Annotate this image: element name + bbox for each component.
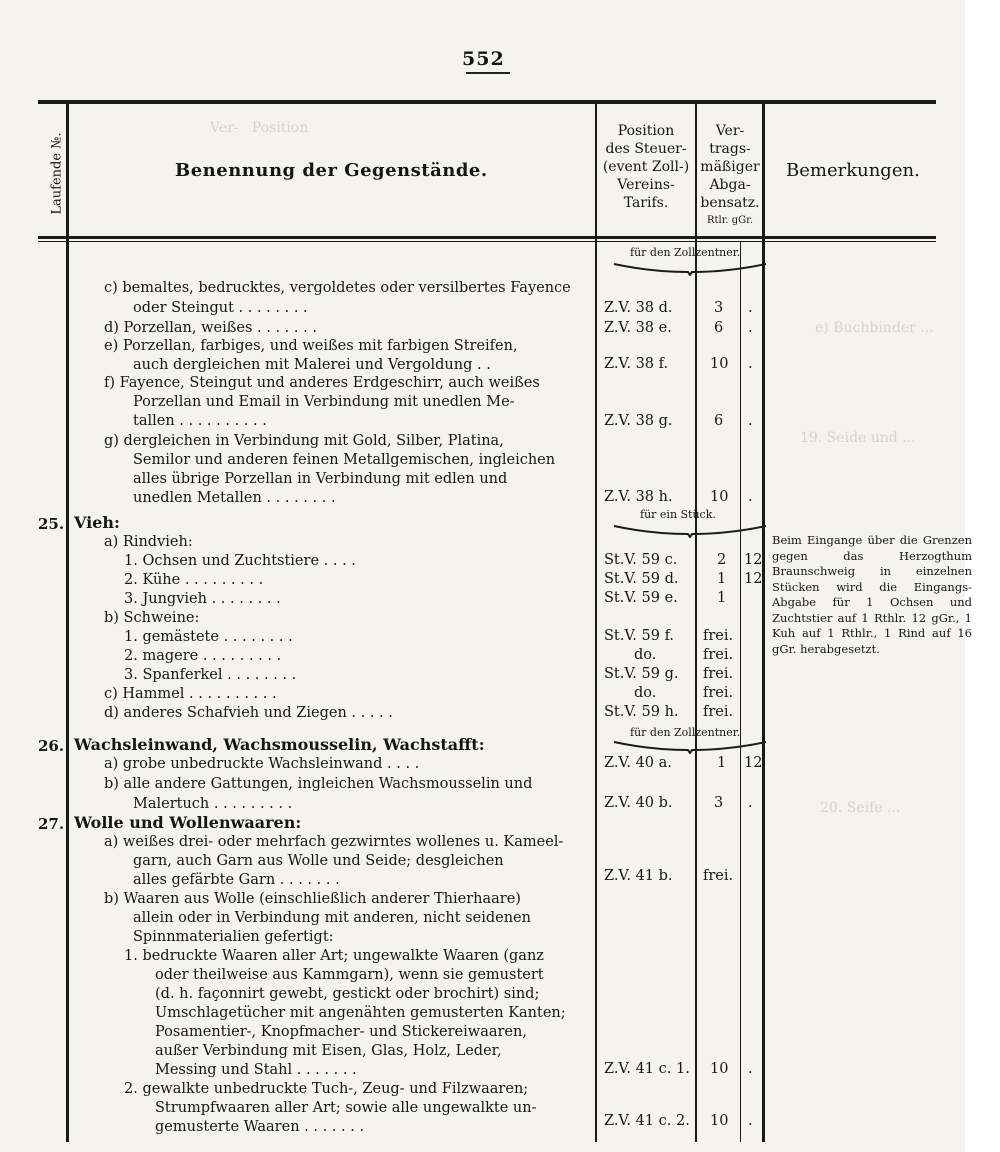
item-number: 26. (38, 737, 65, 755)
rate-groschen: . (748, 1061, 753, 1077)
rate-thaler: frei. (703, 685, 734, 701)
list-item: d) Porzellan, weißes . . . . . . . (104, 320, 317, 336)
header-bemerkungen: Bemerkungen. (786, 160, 920, 181)
list-item: garn, auch Garn aus Wolle und Seide; desgleichen (133, 853, 504, 869)
tariff-position: St.V. 59 h. (604, 704, 679, 720)
rate-groschen: . (748, 795, 753, 811)
list-item: (d. h. façonnirt gewebt, gestickt oder brochirt) sind; (155, 986, 540, 1002)
list-item: außer Verbindung mit Eisen, Glas, Holz, Leder, (155, 1043, 502, 1059)
unit-label: für ein Stück. (640, 508, 716, 521)
list-item: Messing und Stahl . . . . . . . (155, 1062, 357, 1078)
rate-thaler: 1 (717, 755, 727, 771)
rate-thaler: 6 (714, 320, 724, 336)
rate-thaler: frei. (703, 704, 734, 720)
brace-icon (612, 740, 768, 754)
list-item: Malertuch . . . . . . . . . (133, 796, 293, 812)
list-item: Strumpfwaaren aller Art; sowie alle ungewalkte un- (155, 1100, 537, 1116)
list-item: auch dergleichen mit Malerei und Vergoldung . . (133, 357, 491, 373)
tariff-position: do. (634, 685, 657, 701)
list-item: 2. Kühe . . . . . . . . . (124, 572, 264, 588)
tariff-position: Z.V. 41 c. 2. (604, 1113, 690, 1129)
rate-thaler: frei. (703, 868, 734, 884)
column-divider-position (595, 104, 597, 1142)
tariff-position: Z.V. 41 b. (604, 868, 673, 884)
rate-groschen: . (748, 300, 753, 316)
list-item: g) dergleichen in Verbindung mit Gold, Silber, Platina, (104, 433, 504, 449)
list-item: 3. Spanferkel . . . . . . . . (124, 667, 297, 683)
brace-icon (612, 262, 768, 276)
section-title: Vieh: (74, 513, 120, 532)
tariff-position: St.V. 59 g. (604, 666, 679, 682)
show-through-text: 19. Seide und ... (800, 430, 916, 446)
list-item: allein oder in Verbindung mit anderen, nicht seidenen (133, 910, 531, 926)
page-number: 552 (462, 48, 505, 70)
list-item: oder Steingut . . . . . . . . (133, 300, 308, 316)
unit-label: für den Zollzentner. (630, 246, 741, 259)
rate-thaler: 10 (710, 1061, 729, 1077)
list-item: d) anderes Schafvieh und Ziegen . . . . . (104, 705, 393, 721)
header-abgabe: Ver- trags- mäßiger Abga- bensatz. Rtlr. gGr. (700, 123, 760, 226)
rate-thaler: 6 (714, 413, 724, 429)
rate-thaler: 1 (717, 571, 727, 587)
list-item: alles übrige Porzellan in Verbindung mit edlen und (133, 471, 508, 487)
list-item: 3. Jungvieh . . . . . . . . (124, 591, 281, 607)
rate-groschen: . (748, 356, 753, 372)
rate-groschen: . (748, 489, 753, 505)
rate-thaler: frei. (703, 647, 734, 663)
list-item: unedlen Metallen . . . . . . . . (133, 490, 336, 506)
list-item: c) Hammel . . . . . . . . . . (104, 686, 277, 702)
tariff-position: Z.V. 38 g. (604, 413, 673, 429)
rate-thaler: frei. (703, 666, 734, 682)
show-through-text: Ver- Position (210, 120, 309, 136)
tariff-position: Z.V. 41 c. 1. (604, 1061, 690, 1077)
rate-thaler: 3 (714, 300, 724, 316)
tariff-position: do. (634, 647, 657, 663)
rate-thaler: 10 (710, 1113, 729, 1129)
rate-thaler: frei. (703, 628, 734, 644)
rate-thaler: 10 (710, 489, 729, 505)
list-item: Posamentier-, Knopfmacher- und Stickereiwaaren, (155, 1024, 527, 1040)
tariff-position: St.V. 59 e. (604, 590, 678, 606)
rate-groschen: . (748, 1113, 753, 1129)
rate-groschen: 12 (744, 571, 763, 587)
column-divider-ggr (740, 242, 741, 1142)
table-top-rule (38, 100, 936, 104)
list-item: 1. gemästete . . . . . . . . (124, 629, 293, 645)
rate-thaler: 2 (717, 552, 727, 568)
header-benennung: Benennung der Gegenstände. (175, 160, 488, 181)
list-item: Spinnmaterialien gefertigt: (133, 929, 334, 945)
list-item: 1. bedruckte Waaren aller Art; ungewalkte Waaren (ganz (124, 948, 544, 964)
rate-groschen: 12 (744, 755, 763, 771)
tariff-position: Z.V. 38 f. (604, 356, 669, 372)
column-divider-nr (66, 104, 69, 1142)
list-item: e) Porzellan, farbiges, und weißes mit farbigen Streifen, (104, 338, 518, 354)
tariff-position: St.V. 59 f. (604, 628, 675, 644)
column-divider-bemerkungen (762, 104, 765, 1142)
section-title: Wachsleinwand, Wachsmousselin, Wachstafft: (74, 735, 485, 754)
tariff-position: St.V. 59 d. (604, 571, 679, 587)
list-item: b) Waaren aus Wolle (einschließlich anderer Thierhaare) (104, 891, 521, 907)
brace-icon (612, 524, 768, 538)
header-rule-thin (38, 241, 936, 242)
tariff-position: Z.V. 38 d. (604, 300, 673, 316)
list-item: alles gefärbte Garn . . . . . . . (133, 872, 340, 888)
tariff-position: Z.V. 40 b. (604, 795, 673, 811)
show-through-text: 20. Seife ... (820, 800, 901, 816)
list-item: 2. gewalkte unbedruckte Tuch-, Zeug- und Filzwaaren; (124, 1081, 529, 1097)
list-item: b) alle andere Gattungen, ingleichen Wachsmousselin und (104, 776, 533, 792)
item-number: 25. (38, 515, 65, 533)
section-title: Wolle und Wollenwaaren: (74, 813, 302, 832)
rate-thaler: 1 (717, 590, 727, 606)
list-item: f) Fayence, Steingut und anderes Erdgeschirr, auch weißes (104, 375, 540, 391)
page-number-rule (466, 72, 510, 74)
rate-thaler: 3 (714, 795, 724, 811)
rate-groschen: . (748, 320, 753, 336)
tariff-position: St.V. 59 c. (604, 552, 678, 568)
list-item: a) weißes drei- oder mehrfach gezwirntes wollenes u. Kameel- (104, 834, 564, 850)
column-divider-abgabe (695, 104, 697, 1142)
list-item: 1. Ochsen und Zuchtstiere . . . . (124, 553, 356, 569)
rate-groschen: 12 (744, 552, 763, 568)
tariff-position: Z.V. 40 a. (604, 755, 672, 771)
rate-groschen: . (748, 413, 753, 429)
list-item: 2. magere . . . . . . . . . (124, 648, 282, 664)
header-rule (38, 236, 936, 239)
show-through-text: e) Buchbinder ... (815, 320, 934, 336)
list-item: gemusterte Waaren . . . . . . . (155, 1119, 365, 1135)
list-item: Umschlagetücher mit angenähten gemusterten Kanten; (155, 1005, 566, 1021)
list-item: Porzellan und Email in Verbindung mit unedlen Me- (133, 394, 515, 410)
remark-note: Beim Eingange über die Grenzen gegen das Herzogthum Braunschweig in einzelnen Stücken wird die Eingangs-Abgabe für 1 Ochsen und Zuchtstier auf 1 Rthlr. 12 gGr., 1 Kuh auf 1 Rthlr., 1 Rind auf 16 gGr. herabgesetzt. (772, 533, 972, 656)
list-item: c) bemaltes, bedrucktes, vergoldetes oder versilbertes Fayence (104, 280, 571, 296)
tariff-position: Z.V. 38 e. (604, 320, 672, 336)
rate-thaler: 10 (710, 356, 729, 372)
unit-label: für den Zollzentner. (630, 726, 741, 739)
item-number: 27. (38, 815, 65, 833)
list-item: oder theilweise aus Kammgarn), wenn sie gemustert (155, 967, 544, 983)
list-item: a) grobe unbedruckte Wachsleinwand . . . . (104, 756, 420, 772)
tariff-position: Z.V. 38 h. (604, 489, 673, 505)
list-item: tallen . . . . . . . . . . (133, 413, 267, 429)
list-item: a) Rindvieh: (104, 534, 193, 550)
list-item: Semilor und anderen feinen Metallgemischen, ingleichen (133, 452, 556, 468)
list-item: b) Schweine: (104, 610, 200, 626)
header-position: Position des Steuer- (event Zoll-) Vereins- Tarifs. (602, 123, 690, 211)
header-nr: Laufende №. (49, 132, 65, 215)
